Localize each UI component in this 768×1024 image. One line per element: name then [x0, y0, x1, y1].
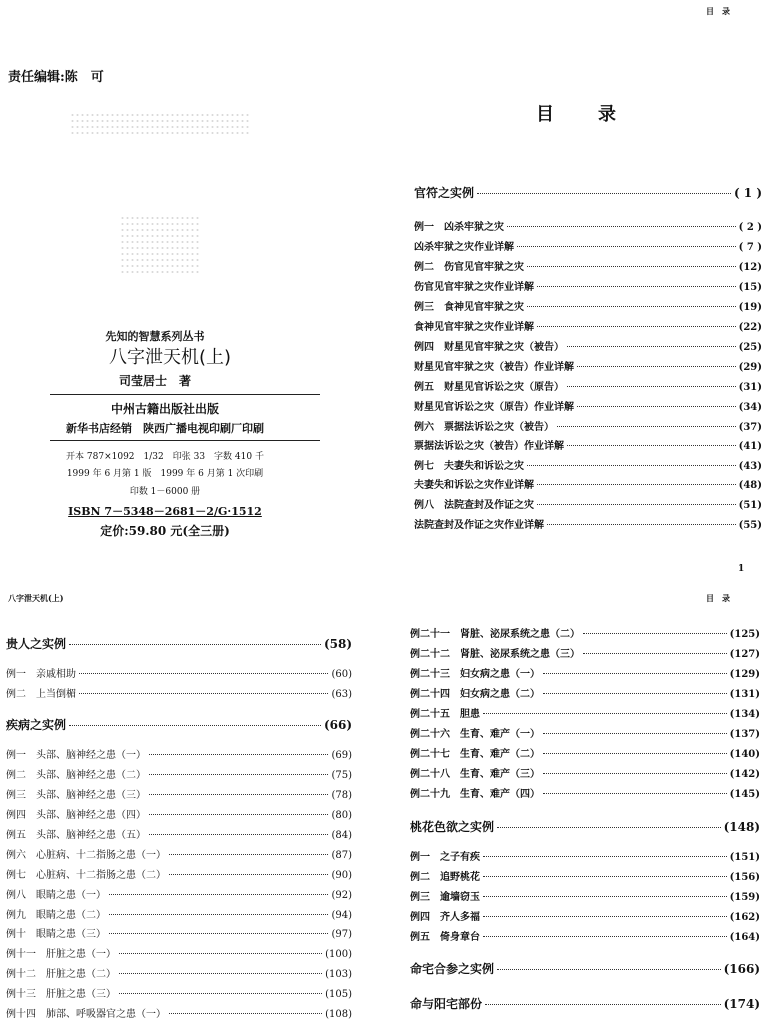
toc-entry: [414, 378, 762, 394]
toc-entry-label: 例七 心脏病、十二指肠之患（二）: [6, 870, 166, 881]
toc-entry-label: 票据法诉讼之灾（被告）作业详解: [414, 441, 564, 452]
toc-entry: [6, 665, 352, 681]
toc-entry: [410, 928, 760, 944]
toc-entry-label: 例十四 肺部、呼吸器官之患（一）: [6, 1009, 166, 1020]
toc-entry-page: (12): [738, 262, 762, 273]
toc-entry: [414, 258, 762, 274]
toc-entry-page: (22): [738, 322, 762, 333]
toc-entry-page: (78): [331, 790, 352, 801]
dot-leader: [543, 693, 727, 694]
toc-entry: [6, 945, 352, 961]
toc-entry-label: 例二 追野桃花: [410, 872, 480, 883]
dot-leader: [79, 693, 328, 694]
toc-entry: [414, 476, 762, 492]
toc-entry-page: (60): [331, 669, 352, 680]
toc-entry-label: 食神见官牢狱之灾作业详解: [414, 322, 534, 333]
dot-leader: [517, 246, 736, 247]
series-name: 先知的智慧系列丛书: [105, 330, 205, 343]
toc-entry-page: (148): [723, 820, 760, 834]
toc-entry-page: (131): [729, 689, 760, 700]
dot-leader: [483, 876, 727, 877]
toc-entry-label: 例二十一 肾脏、泌尿系统之患（二）: [410, 629, 580, 640]
toc-entry-label: 例二 头部、脑神经之患（二）: [6, 770, 146, 781]
book-title: 八字泄天机(上): [108, 347, 232, 368]
toc-entry: [414, 516, 762, 532]
dot-leader: [169, 1013, 322, 1014]
toc-section-heading: [6, 635, 352, 651]
toc-page-2: [0, 585, 384, 1024]
toc-entry-label: 例一 之子有疾: [410, 852, 480, 863]
toc-entry-label: 夫妻失和诉讼之灾作业详解: [414, 480, 534, 491]
toc-entry-page: (164): [729, 932, 760, 943]
toc-entry-page: (174): [723, 997, 760, 1011]
toc-entry-label: 例十一 肝脏之患（一）: [6, 949, 116, 960]
toc-entry: [410, 705, 760, 721]
toc-entry: [6, 746, 352, 762]
toc-entry-label: 凶杀牢狱之灾作业详解: [414, 242, 514, 253]
toc-entry-label: 伤官见官牢狱之灾作业详解: [414, 282, 534, 293]
dot-leader: [543, 673, 727, 674]
toc-entry: [410, 888, 760, 904]
toc-entry-label: 例二 伤官见官牢狱之灾: [414, 262, 524, 273]
toc-section-heading: [414, 184, 762, 200]
dot-leader: [483, 896, 727, 897]
toc-entry: [414, 238, 762, 254]
toc-entry: [410, 785, 760, 801]
spec-line: 1999 年 6 月第 1 版 1999 年 6 月第 1 次印刷: [66, 469, 264, 479]
toc-entry-label: 例二十六 生育、难产（一）: [410, 729, 540, 740]
toc-entry-page: (140): [729, 749, 760, 760]
dot-leader: [79, 673, 328, 674]
dot-leader: [119, 953, 322, 954]
toc-entry-page: (129): [729, 669, 760, 680]
toc-entry: [414, 398, 762, 414]
toc-entry-page: (92): [331, 890, 352, 901]
toc-entry-page: (90): [331, 870, 352, 881]
dot-leader: [149, 834, 328, 835]
toc-entry: [410, 625, 760, 641]
dot-leader: [149, 814, 328, 815]
toc-entry-page: (94): [331, 910, 352, 921]
toc-entry-label: 疾病之实例: [6, 718, 67, 732]
toc-entry: [414, 278, 762, 294]
toc-entry-label: 例十 眼睛之患（三）: [6, 929, 106, 940]
dot-leader: [149, 754, 328, 755]
dot-leader: [109, 894, 328, 895]
toc-entry-label: 例三 食神见官牢狱之灾: [414, 302, 524, 313]
toc-entry-page: ( 1 ): [733, 186, 762, 200]
dot-leader: [583, 653, 727, 654]
toc-section-heading: [6, 716, 352, 732]
toc-entry-label: 例四 齐人多福: [410, 912, 480, 923]
toc-entry-label: 例二十八 生育、难产（三）: [410, 769, 540, 780]
toc-entry: [6, 806, 352, 822]
toc-entry-label: 例二十七 生育、难产（二）: [410, 749, 540, 760]
toc-entry-page: (125): [729, 629, 760, 640]
dot-leader: [69, 725, 321, 726]
dot-leader: [547, 524, 736, 525]
toc-entry-page: (37): [738, 422, 762, 433]
toc-entry-label: 官符之实例: [414, 186, 475, 200]
toc-entry-label: 命宅合参之实例: [410, 962, 495, 976]
toc-entry: [6, 965, 352, 981]
toc-entry: [410, 685, 760, 701]
toc-entry-page: (103): [325, 969, 352, 980]
dot-leader: [483, 916, 727, 917]
toc-entry-label: 例九 眼睛之患（二）: [6, 910, 106, 921]
toc-entry: [414, 318, 762, 334]
toc-entry: [410, 848, 760, 864]
toc-entry: [414, 358, 762, 374]
price-line: 定价:59.80 元(全三册): [100, 524, 230, 538]
toc-entry-page: (19): [738, 302, 762, 313]
toc-entry: [410, 868, 760, 884]
toc-entry-page: (43): [738, 461, 762, 472]
toc-section-heading: [410, 995, 760, 1011]
toc-entry: [410, 665, 760, 681]
toc-entry-label: 例六 票据法诉讼之灾（被告）: [414, 422, 554, 433]
dot-leader: [577, 366, 736, 367]
toc-entry-label: 例二十九 生育、难产（四）: [410, 789, 540, 800]
toc-entry-label: 例三 逾墙窃玉: [410, 892, 480, 903]
toc-entry-page: (29): [738, 362, 762, 373]
divider: [50, 440, 320, 441]
isbn-line: ISBN 7－5348－2681－2/G·1512: [68, 505, 262, 518]
author-line: 司莹居士 著: [118, 374, 191, 388]
toc-entry: [414, 418, 762, 434]
dot-leader: [169, 874, 328, 875]
toc-entry-page: (108): [325, 1009, 352, 1020]
toc-entry: [414, 298, 762, 314]
running-header: 目 录: [706, 6, 730, 16]
toc-entry: [414, 218, 762, 234]
toc-entry-label: 例六 心脏病、十二指肠之患（一）: [6, 850, 166, 861]
toc-entry-page: (15): [738, 282, 762, 293]
dot-leader: [543, 753, 727, 754]
dot-leader: [527, 465, 736, 466]
toc-entry-label: 财星见官诉讼之灾（原告）作业详解: [414, 402, 574, 413]
toc-entry: [410, 765, 760, 781]
spec-line: 印数 1－6000 册: [129, 487, 201, 497]
dot-leader: [149, 774, 328, 775]
toc-entry-page: ( 2 ): [738, 222, 762, 233]
dot-leader: [483, 936, 727, 937]
page-number: 1: [738, 564, 745, 574]
toc-entry-label: 例五 倚身章台: [410, 932, 480, 943]
toc-entry-label: 例一 头部、脑神经之患（一）: [6, 750, 146, 761]
toc-entry-page: (48): [738, 480, 762, 491]
toc-entry-label: 命与阳宅部份: [410, 997, 483, 1011]
publisher-line: 中州古籍出版社出版: [110, 402, 219, 416]
dot-leader: [109, 914, 328, 915]
toc-entry-label: 例五 头部、脑神经之患（五）: [6, 830, 146, 841]
toc-entry-page: (105): [325, 989, 352, 1000]
toc-entry-page: (159): [729, 892, 760, 903]
toc-entry: [6, 925, 352, 941]
toc-entry: [6, 766, 352, 782]
toc-entry-label: 例十二 肝脏之患（二）: [6, 969, 116, 980]
toc-entry-page: (80): [331, 810, 352, 821]
toc-entry-label: 例四 头部、脑神经之患（四）: [6, 810, 146, 821]
dot-leader: [537, 484, 736, 485]
toc-entry: [410, 645, 760, 661]
dot-leader: [543, 793, 727, 794]
toc-entry-page: (51): [738, 500, 762, 511]
toc-entry-label: 例一 凶杀牢狱之灾: [414, 222, 504, 233]
dot-leader: [483, 713, 727, 714]
toc-entry-label: 例二十四 妇女病之患（二）: [410, 689, 540, 700]
toc-entry: [6, 886, 352, 902]
dot-leader: [119, 973, 322, 974]
dot-leader: [119, 993, 322, 994]
toc-entry-page: (75): [331, 770, 352, 781]
toc-entry-page: (97): [331, 929, 352, 940]
toc-entry-page: (127): [729, 649, 760, 660]
dot-leader: [577, 406, 736, 407]
dot-leader: [169, 854, 328, 855]
toc-title: 目录: [536, 104, 660, 125]
dot-leader: [527, 306, 736, 307]
dot-leader: [583, 633, 727, 634]
dot-leader: [557, 426, 736, 427]
printer-line: 新华书店经销 陕西广播电视印刷厂印刷: [66, 422, 264, 435]
toc-entry-label: 例二 上当倒楣: [6, 689, 76, 700]
dot-leader: [543, 773, 727, 774]
toc-page-3: [384, 585, 768, 1024]
toc-entry-page: (134): [729, 709, 760, 720]
toc-entry-page: (58): [323, 637, 352, 651]
toc-entry-label: 例五 财星见官诉讼之灾（原告）: [414, 382, 564, 393]
divider: [50, 394, 320, 395]
colophon-page: [0, 0, 384, 585]
dot-leader: [497, 827, 721, 828]
toc-entry-label: 例八 法院查封及作证之灾: [414, 500, 534, 511]
toc-entry-label: 例七 夫妻失和诉讼之灾: [414, 461, 524, 472]
dot-leader: [537, 504, 736, 505]
toc-entry: [410, 745, 760, 761]
dot-leader: [537, 326, 736, 327]
dot-leader: [109, 933, 328, 934]
toc-entry-page: (100): [325, 949, 352, 960]
dot-leader: [527, 266, 736, 267]
toc-entry: [6, 786, 352, 802]
toc-entry-page: (31): [738, 382, 762, 393]
dot-leader: [567, 346, 736, 347]
toc-entry: [414, 437, 762, 453]
toc-entry: [6, 866, 352, 882]
toc-entry-label: 例八 眼睛之患（一）: [6, 890, 106, 901]
scan-noise: [70, 112, 250, 138]
toc-entry-page: (162): [729, 912, 760, 923]
dot-leader: [69, 644, 321, 645]
toc-entry-page: (63): [331, 689, 352, 700]
dot-leader: [537, 286, 736, 287]
toc-entry-label: 法院查封及作证之灾作业详解: [414, 520, 544, 531]
toc-entry: [6, 906, 352, 922]
toc-entry-page: (66): [323, 718, 352, 732]
toc-entry-label: 例四 财星见官牢狱之灾（被告）: [414, 342, 564, 353]
toc-entry-label: 例三 头部、脑神经之患（三）: [6, 790, 146, 801]
toc-entry-page: ( 7 ): [738, 242, 762, 253]
toc-entry-page: (84): [331, 830, 352, 841]
toc-entry-page: (166): [723, 962, 760, 976]
running-header: 目 录: [706, 593, 730, 603]
toc-entry-label: 例二十二 肾脏、泌尿系统之患（三）: [410, 649, 580, 660]
dot-leader: [567, 445, 736, 446]
toc-entry-label: 桃花色欲之实例: [410, 820, 495, 834]
dot-leader: [485, 1004, 721, 1005]
toc-entry-page: (145): [729, 789, 760, 800]
dot-leader: [507, 226, 736, 227]
toc-entry-page: (156): [729, 872, 760, 883]
toc-entry-label: 例十三 肝脏之患（三）: [6, 989, 116, 1000]
running-header: 八字泄天机(上): [8, 593, 64, 603]
toc-entry: [414, 457, 762, 473]
toc-entry: [414, 496, 762, 512]
toc-entry: [410, 725, 760, 741]
toc-entry: [6, 985, 352, 1001]
spec-line: 开本 787×1092 1/32 印张 33 字数 410 千: [66, 452, 264, 462]
toc-entry-label: 贵人之实例: [6, 637, 67, 651]
toc-entry-page: (34): [738, 402, 762, 413]
toc-entry-page: (55): [738, 520, 762, 531]
toc-entry-label: 例二十三 妇女病之患（一）: [410, 669, 540, 680]
toc-entry-page: (142): [729, 769, 760, 780]
toc-entry: [6, 1005, 352, 1021]
toc-page-1: [384, 0, 768, 585]
toc-entry: [6, 846, 352, 862]
toc-entry-label: 财星见官牢狱之灾（被告）作业详解: [414, 362, 574, 373]
toc-entry-page: (69): [331, 750, 352, 761]
dot-leader: [483, 856, 727, 857]
toc-entry-page: (41): [738, 441, 762, 452]
toc-section-heading: [410, 818, 760, 834]
dot-leader: [567, 386, 736, 387]
dot-leader: [497, 969, 721, 970]
toc-entry: [6, 685, 352, 701]
toc-entry: [410, 908, 760, 924]
editor-credit: 责任编辑:陈 可: [8, 70, 104, 85]
toc-entry-page: (151): [729, 852, 760, 863]
scan-noise: [120, 215, 200, 275]
toc-entry-page: (137): [729, 729, 760, 740]
dot-leader: [543, 733, 727, 734]
toc-entry-label: 例二十五 胆患: [410, 709, 480, 720]
dot-leader: [477, 193, 731, 194]
toc-section-heading: [410, 960, 760, 976]
toc-entry-label: 例一 亲戚相助: [6, 669, 76, 680]
toc-entry-page: (87): [331, 850, 352, 861]
toc-entry: [6, 826, 352, 842]
toc-entry-page: (25): [738, 342, 762, 353]
dot-leader: [149, 794, 328, 795]
toc-entry: [414, 338, 762, 354]
